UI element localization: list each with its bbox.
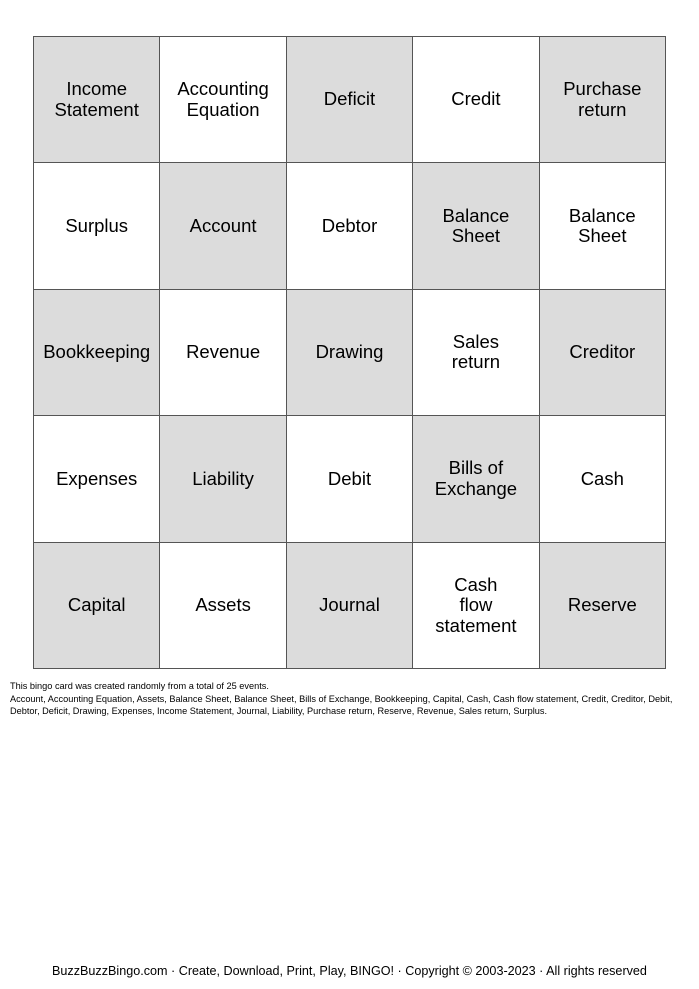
bingo-cell-r3-c2: Revenue <box>160 290 286 416</box>
bingo-cell-r1-c3: Deficit <box>287 37 413 163</box>
bingo-cell-r3-c5: Creditor <box>540 290 666 416</box>
bingo-cell-r3-c4: Sales return <box>413 290 539 416</box>
bingo-cell-r2-c5: Balance Sheet <box>540 163 666 289</box>
card-info-summary: This bingo card was created randomly from a total of 25 events. <box>10 681 269 691</box>
bingo-cell-r5-c4: Cash flow statement <box>413 543 539 669</box>
bingo-cell-r4-c1: Expenses <box>34 416 160 542</box>
bingo-cell-r2-c2: Account <box>160 163 286 289</box>
footer-copyright: BuzzBuzzBingo.com · Create, Download, Print, Play, BINGO! · Copyright © 2003-2023 · All rights reserved <box>52 964 647 978</box>
card-info-event-list: Account, Accounting Equation, Assets, Balance Sheet, Balance Sheet, Bills of Exchange, Bookkeeping, Capital, Cash, Cash flow statement, Credit, Creditor, Debit, Debtor, Deficit, Drawing, Expenses, Income Statement, Journal, Liability, Purchase return, Reserve, Revenue, Sales return, Surplus. <box>10 693 673 716</box>
bingo-cell-r1-c1: Income Statement <box>34 37 160 163</box>
bingo-cell-r1-c5: Purchase return <box>540 37 666 163</box>
bingo-cell-r4-c3: Debit <box>287 416 413 542</box>
bingo-cell-r5-c2: Assets <box>160 543 286 669</box>
bingo-cell-r3-c3: Drawing <box>287 290 413 416</box>
bingo-cell-r1-c4: Credit <box>413 37 539 163</box>
bingo-cell-r5-c3: Journal <box>287 543 413 669</box>
bingo-cell-r3-c1: Bookkeeping <box>34 290 160 416</box>
bingo-cell-r4-c4: Bills of Exchange <box>413 416 539 542</box>
bingo-cell-r1-c2: Accounting Equation <box>160 37 286 163</box>
bingo-cell-r2-c4: Balance Sheet <box>413 163 539 289</box>
bingo-cell-r4-c2: Liability <box>160 416 286 542</box>
bingo-cell-r2-c1: Surplus <box>34 163 160 289</box>
card-info <box>10 680 690 718</box>
bingo-cell-r4-c5: Cash <box>540 416 666 542</box>
bingo-cell-r5-c5: Reserve <box>540 543 666 669</box>
bingo-cell-r5-c1: Capital <box>34 543 160 669</box>
bingo-cell-r2-c3: Debtor <box>287 163 413 289</box>
bingo-card-grid <box>33 36 666 669</box>
